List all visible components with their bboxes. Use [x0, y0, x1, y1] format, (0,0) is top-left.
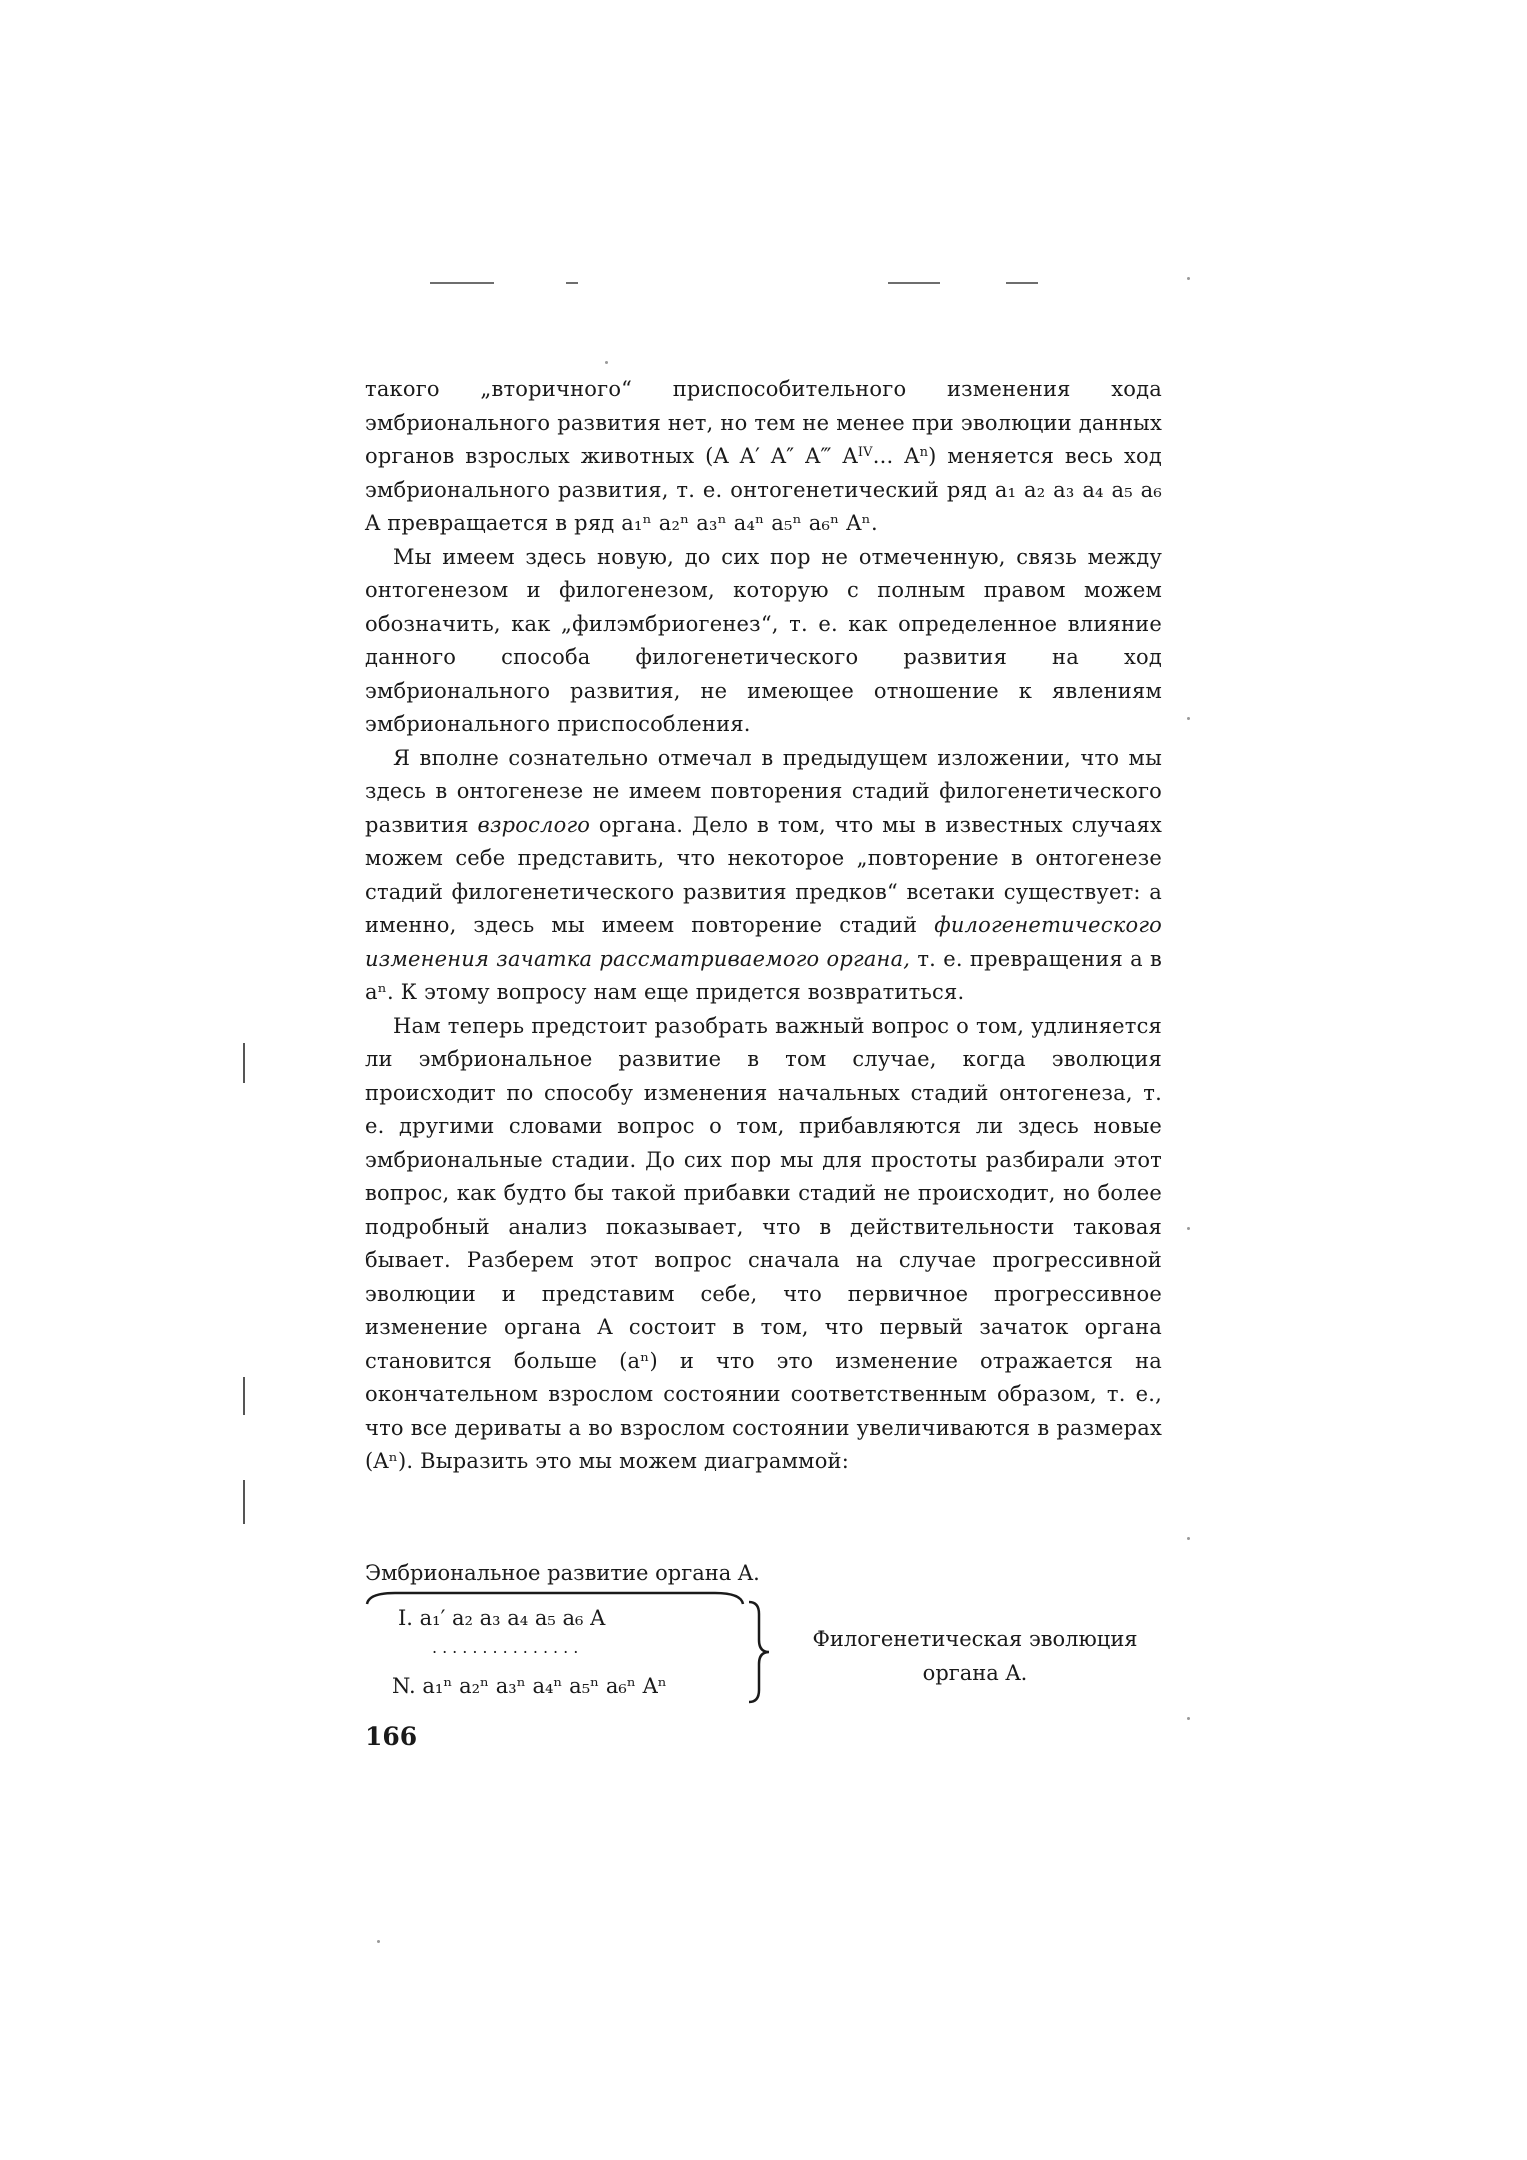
page-number: 166 [365, 1722, 418, 1751]
diagram-row-evolved: N. a₁ⁿ a₂ⁿ a₃ⁿ a₄ⁿ a₅ⁿ a₆ⁿ Aⁿ [392, 1674, 667, 1698]
scan-speck [605, 361, 608, 364]
scan-speck [1187, 1227, 1190, 1230]
formula-transformed-series: a₁ⁿ a₂ⁿ a₃ⁿ a₄ⁿ a₅ⁿ a₆ⁿ Aⁿ [621, 511, 871, 535]
brace-label [790, 1622, 1160, 1690]
paragraph-1-middle-2: превращается в ряд [380, 511, 622, 535]
paragraph-3-italic-1: взрослого [477, 812, 591, 837]
brace-label-line-1: Филогенетическая эволюция [812, 1627, 1138, 1651]
margin-mark [243, 1480, 245, 1524]
scan-mark [430, 282, 494, 284]
scan-speck [377, 1940, 380, 1943]
formula-adult-series-end: ... A [872, 444, 920, 468]
paragraph-3-italic-2: филогенетического изменения зачатка рассматриваемого органа, [365, 913, 1162, 971]
margin-mark [243, 1377, 245, 1415]
diagram-dots: ............... [432, 1638, 584, 1657]
paragraph-3-part-c: т. е. превращения a в aⁿ. К этому вопросу нам еще придется возвратиться. [365, 946, 1162, 1004]
overbrace [365, 1590, 745, 1606]
formula-ontogenetic-series: a₁ a₂ a₃ a₄ a₅ a₆ A [365, 477, 1162, 535]
scan-speck [1187, 277, 1190, 280]
scan-mark [888, 282, 940, 284]
paragraph-3-part-b: органа. Дело в том, что мы в известных случаях можем себе представить, что некоторое „повторение в онтогенезе стадий филогенетического развития предков“ всетаки существует: а именно, здесь мы имеем повторение стадий [365, 812, 1162, 937]
paragraph-1 [365, 373, 1162, 541]
scan-mark [566, 282, 578, 284]
scan-speck [1187, 1537, 1190, 1540]
scan-speck [1187, 717, 1190, 720]
brace-label-line-2: органа A. [922, 1661, 1028, 1685]
paragraph-4: Нам теперь предстоит разобрать важный вопрос о том, удлиняется ли эмбриональное развитие в том случае, когда эволюция происходит по способу изменения начальных стадий онтогенеза, т. е. другими словами вопрос о том, прибавляются ли здесь новые эмбриональные стадии. До сих пор мы для простоты разбирали этот вопрос, как будто бы такой прибавки стадий не происходит, но более подробный анализ показывает, что в действительности таковая бывает. Разберем этот вопрос сначала на случае прогрессивной эволюции и представим себе, что первичное прогрессивное изменение органа A состоит в том, что первый зачаток органа становится больше (aⁿ) и что это изменение отражается на окончательном взрослом состоянии соответственным образом, т. е., что все дериваты a во взрослом состоянии увеличиваются в размерах (Aⁿ). Выразить это мы можем диаграммой: [365, 1013, 1162, 1473]
scan-mark [1006, 282, 1038, 284]
diagram-row-original: I. a₁′ a₂ a₃ a₄ a₅ a₆ A [398, 1606, 606, 1630]
text-column [365, 373, 1162, 1479]
scan-speck [1187, 1717, 1190, 1720]
formula-superscript-iv: IV [857, 445, 873, 460]
formula-adult-series: A A′ A″ A‴ A [713, 444, 858, 468]
paragraph-1-end: . [870, 511, 878, 535]
diagram-caption: Эмбриональное развитие органа A. [365, 1561, 760, 1585]
paragraph-1-middle: ) меняется весь ход эмбрионального развития, т. е. онтогенетический ряд [365, 444, 1162, 502]
right-brace [745, 1600, 775, 1704]
formula-superscript-n: n [919, 445, 929, 460]
margin-mark [243, 1043, 245, 1083]
paragraph-1-prefix: такого „вторичного“ приспособительного изменения хода эмбрионального развития нет, но тем не менее при эволюции данных органов взрослых животных ( [365, 377, 1162, 468]
paragraph-3 [365, 742, 1162, 1010]
paragraph-3-part-a: Я вполне сознательно отмечал в предыдущем изложении, что мы здесь в онтогенезе не имеем повторения стадий филогенетического развития [365, 745, 1162, 837]
paragraph-2: Мы имеем здесь новую, до сих пор не отмеченную, связь между онтогенезом и филогенезом, которую с полным правом можем обозначить, как „филэмбриогенез“, т. е. как определенное влияние данного способа филогенетического развития на ход эмбрионального развития, не имеющее отношение к явлениям эмбрионального приспособления. [365, 544, 1162, 736]
